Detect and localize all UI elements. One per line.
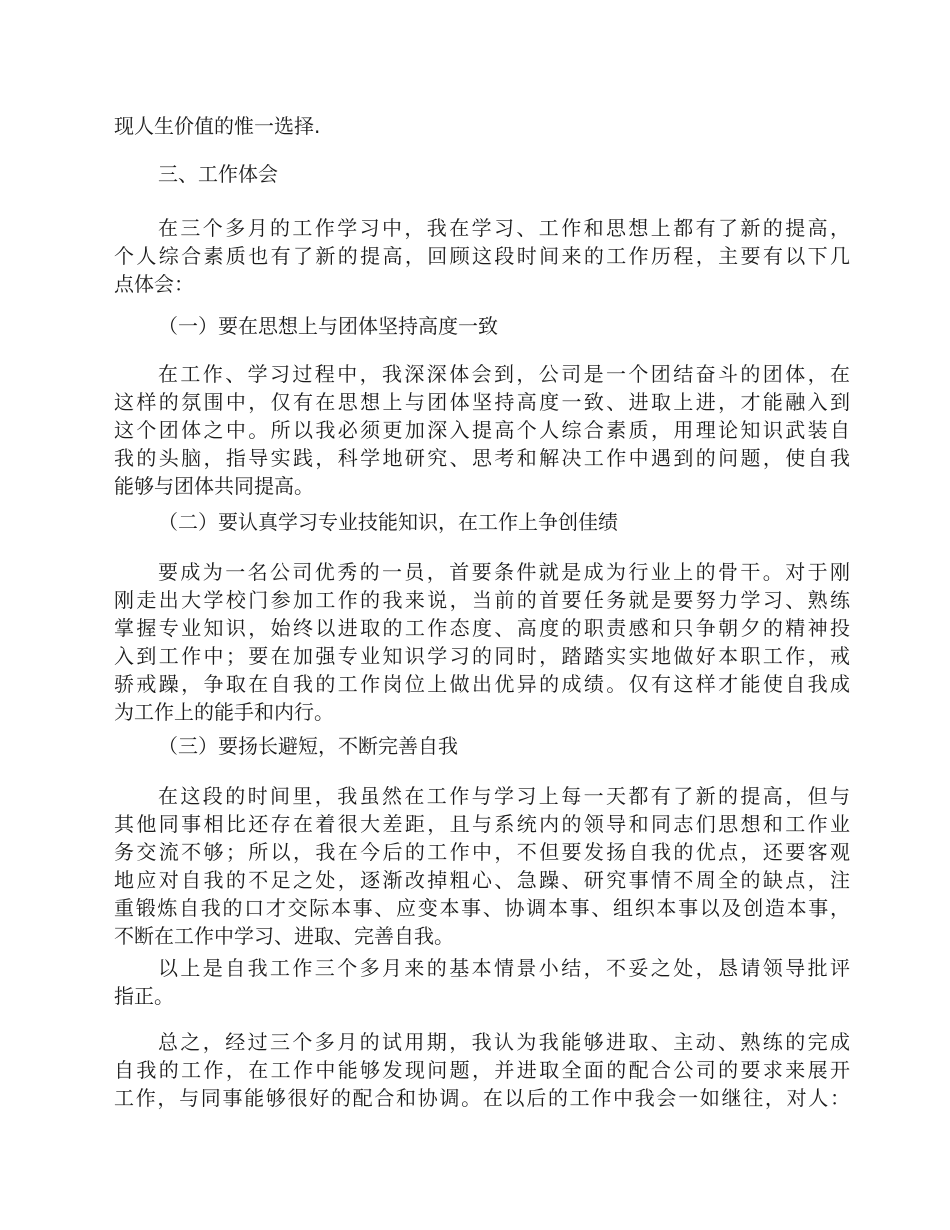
text-line: 这样的氛围中，仅有在思想上与团体坚持高度一致、进取上进，才能融入到 (114, 390, 850, 414)
subheading-text: （三）要扬长避短，不断完善自我 (158, 734, 458, 758)
text-line: 工作，与同事能够很好的配合和协调。在以后的工作中我会一如继往，对人： (114, 1086, 850, 1110)
subheading (114, 312, 850, 340)
heading-text: 三、工作体会 (158, 162, 278, 186)
text-line: 其他同事相比还存在着很大差距，且与系统内的领导和同志们思想和工作业 (114, 812, 850, 836)
paragraph-continuation (114, 112, 850, 140)
text-line: 在三个多月的工作学习中，我在学习、工作和思想上都有了新的提高， (158, 216, 850, 240)
text-line: 点体会： (114, 272, 194, 296)
text-line: 入到工作中；要在加强专业知识学习的同时，踏踏实实地做好本职工作，戒 (114, 644, 850, 668)
text-line: 指正。 (114, 984, 174, 1008)
subheading-text: （二）要认真学习专业技能知识，在工作上争创佳绩 (158, 510, 618, 534)
text-line: 这个团体之中。所以我必须更加深入提高个人综合素质，用理论知识武装自 (114, 418, 850, 442)
text-line: 地应对自我的不足之处，逐渐改掉粗心、急躁、研究事情不周全的缺点，注 (114, 868, 850, 892)
text-line: 个人综合素质也有了新的提高，回顾这段时间来的工作历程，主要有以下几 (114, 244, 850, 268)
subheading (114, 508, 850, 536)
paragraph (114, 558, 850, 726)
paragraph (114, 954, 850, 1010)
text-line: 我的头脑，指导实践，科学地研究、思考和解决工作中遇到的问题，使自我 (114, 446, 850, 470)
text-line: 务交流不够；所以，我在今后的工作中，不但要发扬自我的优点，还要客观 (114, 840, 850, 864)
text-line: 在工作、学习过程中，我深深体会到，公司是一个团结奋斗的团体，在 (158, 362, 850, 386)
subheading (114, 732, 850, 760)
section-heading (114, 160, 850, 188)
paragraph (114, 782, 850, 950)
paragraph (114, 214, 850, 298)
subheading-text: （一）要在思想上与团体坚持高度一致 (158, 314, 498, 338)
text-line: 为工作上的能手和内行。 (114, 700, 334, 724)
text-line: 骄戒躁，争取在自我的工作岗位上做出优异的成绩。仅有这样才能使自我成 (114, 672, 850, 696)
paragraph (114, 360, 850, 500)
text-line: 现人生价值的惟一选择. (114, 114, 321, 138)
text-line: 总之，经过三个多月的试用期，我认为我能够进取、主动、熟练的完成 (158, 1030, 850, 1054)
paragraph (114, 1028, 850, 1112)
text-line: 在这段的时间里，我虽然在工作与学习上每一天都有了新的提高，但与 (158, 784, 850, 808)
text-line: 自我的工作，在工作中能够发现问题，并进取全面的配合公司的要求来展开 (114, 1058, 850, 1082)
text-line: 刚走出大学校门参加工作的我来说，当前的首要任务就是要努力学习、熟练 (114, 588, 850, 612)
text-line: 掌握专业知识，始终以进取的工作态度、高度的职责感和只争朝夕的精神投 (114, 616, 850, 640)
text-line: 不断在工作中学习、进取、完善自我。 (114, 924, 454, 948)
text-line: 以上是自我工作三个多月来的基本情景小结，不妥之处，恳请领导批评 (158, 956, 850, 980)
text-line: 要成为一名公司优秀的一员，首要条件就是成为行业上的骨干。对于刚 (158, 560, 850, 584)
text-line: 能够与团体共同提高。 (114, 474, 314, 498)
text-line: 重锻炼自我的口才交际本事、应变本事、协调本事、组织本事以及创造本事， (114, 896, 850, 920)
